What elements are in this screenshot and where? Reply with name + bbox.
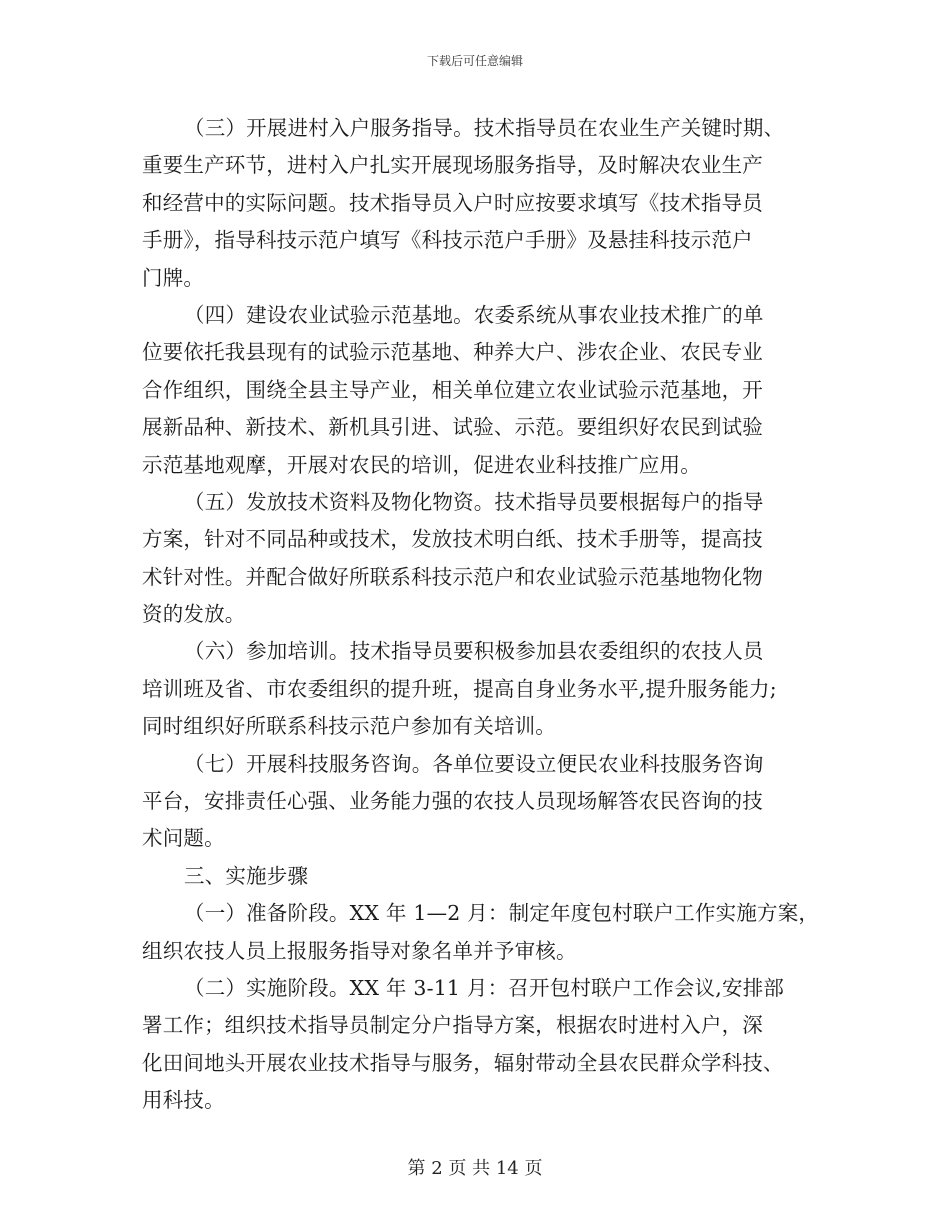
- text-line: 重要生产环节，进村入户扎实开展现场服务指导，及时解决农业生产: [142, 153, 763, 178]
- text-line: 组织农技人员上报服务指导对象名单并予审核。: [142, 938, 577, 963]
- text-line: 培训班及省、市农委组织的提升班，提高自身业务水平,提升服务能力;: [142, 676, 777, 701]
- text-line: 化田间地头开展农业技术指导与服务，辐射带动全县农民群众学科技、: [142, 1050, 784, 1075]
- text-line: 资的发放。: [142, 602, 246, 627]
- page-footer: 第 2 页 共 14 页: [407, 1158, 543, 1179]
- text-line: 术针对性。并配合做好所联系科技示范户和农业试验示范基地物化物: [142, 564, 763, 589]
- text-line: （一）准备阶段。XX 年 1—2 月：制定年度包村联户工作实施方案，: [184, 901, 820, 926]
- text-line: 门牌。: [142, 265, 205, 290]
- text-line: （五）发放技术资料及物化物资。技术指导员要根据每户的指导: [184, 489, 764, 514]
- text-line: （六）参加培训。技术指导员要积极参加县农委组织的农技人员: [184, 639, 764, 664]
- document-body: [142, 110, 832, 1120]
- page-header: 下载后可任意编辑: [426, 54, 523, 68]
- text-line: （七）开展科技服务咨询。各单位要设立便民农业科技服务咨询: [184, 751, 764, 776]
- text-line: 示范基地观摩，开展对农民的培训，促进农业科技推广应用。: [142, 452, 701, 477]
- text-line: 平台，安排责任心强、业务能力强的农技人员现场解答农民咨询的技: [142, 789, 763, 814]
- text-line: 术问题。: [142, 826, 225, 851]
- text-line: （四）建设农业试验示范基地。农委系统从事农业技术推广的单: [184, 302, 764, 327]
- text-line: （三）开展进村入户服务指导。技术指导员在农业生产关键时期、: [184, 116, 785, 140]
- text-line: 署工作；组织技术指导员制定分户指导方案，根据农时进村入户，深: [142, 1013, 763, 1038]
- text-line: 方案，针对不同品种或技术，发放技术明白纸、技术手册等，提高技: [142, 527, 763, 552]
- text-line: 展新品种、新技术、新机具引进、试验、示范。要组织好农民到试验: [142, 415, 763, 440]
- text-line: 和经营中的实际问题。技术指导员入户时应按要求填写《技术指导员: [142, 190, 763, 215]
- text-line: 位要依托我县现有的试验示范基地、种养大户、涉农企业、农民专业: [142, 340, 763, 365]
- text-line: 合作组织，围绕全县主导产业，相关单位建立农业试验示范基地，开: [142, 377, 763, 402]
- text-line: 三、实施步骤: [184, 863, 309, 888]
- text-line: 同时组织好所联系科技示范户参加有关培训。: [142, 714, 556, 739]
- text-line: 手册》，指导科技示范户填写《科技示范户手册》及悬挂科技示范户: [142, 228, 753, 253]
- text-line: 用科技。: [142, 1088, 225, 1113]
- text-line: （二）实施阶段。XX 年 3-11 月：召开包村联户工作会议,安排部: [184, 975, 785, 1000]
